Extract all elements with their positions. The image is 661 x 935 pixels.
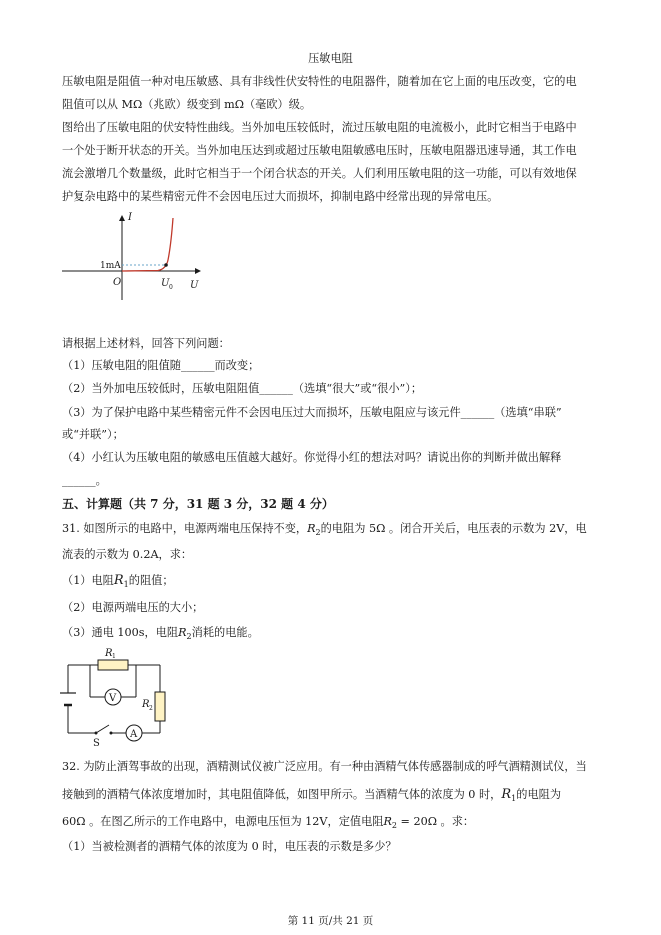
voltage-mark-sub: 0 [169, 284, 173, 291]
question-4-cont: ______。 [62, 474, 107, 487]
intro-line: 流会激增几个数量级，此时它相当于一个闭合状态的开关。人们利用压敏电阻的这一功能，可以有效地保 [62, 167, 577, 180]
voltmeter-label: V [109, 693, 117, 704]
origin-label: O [113, 277, 122, 288]
intro-line: 图给出了压敏电阻的伏安特性曲线。当外加电压较低时，流过压敏电阻的电流极小，此时它相当于电路中 [62, 121, 577, 134]
question-3: （3）为了保护电路中某些精密元件不会因电压过大而损坏，压敏电阻应与该元件______（选填“串联” [62, 406, 562, 419]
page-title: 压敏电阻 [308, 52, 353, 65]
intro-line: 阻值可以从 MΩ（兆欧）级变到 mΩ（毫欧）级。 [62, 98, 312, 111]
problem-31-line: 流表的示数为 0.2A，求： [62, 548, 193, 561]
x-axis-label: U [190, 280, 199, 291]
problem-32-line: 60Ω 。在图乙所示的工作电路中，电源电压恒为 12V，定值电阻$R_2 = 20\Omega$ 。求： [62, 815, 475, 831]
y-axis-label: I [128, 212, 132, 223]
intro-line: 一个处于断开状态的开关。当外加电压达到或超过压敏电阻敏感电压时，压敏电阻器迅速导通，其工作电 [62, 144, 577, 157]
r2-label: R [142, 699, 150, 710]
question-4: （4）小红认为压敏电阻的敏感电压值越大越好。你觉得小红的想法对吗？请说出你的判断并做出解释 [62, 451, 562, 464]
problem-31-sub-1: （1）电阻$R_1$的阻值； [62, 573, 174, 590]
r1-label-sub: 1 [112, 653, 116, 660]
switch-contact-right [110, 732, 113, 735]
resistor-r1 [98, 660, 128, 670]
section-heading: 五、计算题（共 7 分，31 题 3 分，32 题 4 分） [62, 497, 334, 511]
problem-31-line: 31. 如图所示的电路中，电源两端电压保持不变，$R_2$的电阻为 5Ω 。闭合开关后，电压表的示数为 2V，电 [62, 522, 587, 538]
question-2: （2）当外加电压较低时，压敏电阻阻值______（选填“很大”或“很小”）； [62, 382, 423, 395]
current-mark-label: 1mA [100, 261, 121, 271]
intro-line: 护复杂电路中的某些精密元件不会因电压过大而损坏，抑制电路中经常出现的异常电压。 [62, 190, 499, 203]
ammeter-label: A [130, 729, 138, 740]
problem-31-sub-2: （2）电源两端电压的大小； [62, 601, 204, 614]
r2-label-sub: 2 [149, 705, 153, 712]
problem-32-sub-1: （1）当被检测者的酒精气体的浓度为 0 时，电压表的示数是多少？ [62, 840, 397, 853]
question-3-cont: 或“并联”）； [62, 428, 124, 441]
iv-curve [122, 218, 173, 271]
voltage-mark-label: U [161, 278, 170, 289]
switch-lever [96, 725, 109, 733]
questions-intro: 请根据上述材料，回答下列问题： [62, 337, 230, 350]
sensitive-voltage-point [164, 263, 168, 267]
iv-curve-graph [60, 210, 210, 305]
question-1: （1）压敏电阻的阻值随______而改变； [62, 359, 260, 372]
switch-label: S [93, 738, 100, 749]
circuit-diagram [60, 645, 190, 750]
r1-label: R [105, 648, 113, 659]
resistor-r2 [155, 692, 165, 721]
problem-32-line: 接触到的酒精气体浓度增加时，其电阻值降低，如图甲所示。当酒精气体的浓度为 0 时，$R_1$的电阻为 [62, 787, 562, 804]
problem-32-line: 32. 为防止酒驾事故的出现，酒精测试仪被广泛应用。有一种由酒精气体传感器制成的呼气酒精测试仪，当 [62, 760, 587, 773]
intro-line: 压敏电阻是阻值一种对电压敏感、具有非线性伏安特性的电阻器件，随着加在它上面的电压改变，它的电 [62, 75, 577, 88]
page-footer: 第 11 页/共 21 页 [287, 915, 374, 927]
problem-31-sub-3: （3）通电 100s，电阻$R_2$消耗的电能。 [62, 626, 259, 642]
